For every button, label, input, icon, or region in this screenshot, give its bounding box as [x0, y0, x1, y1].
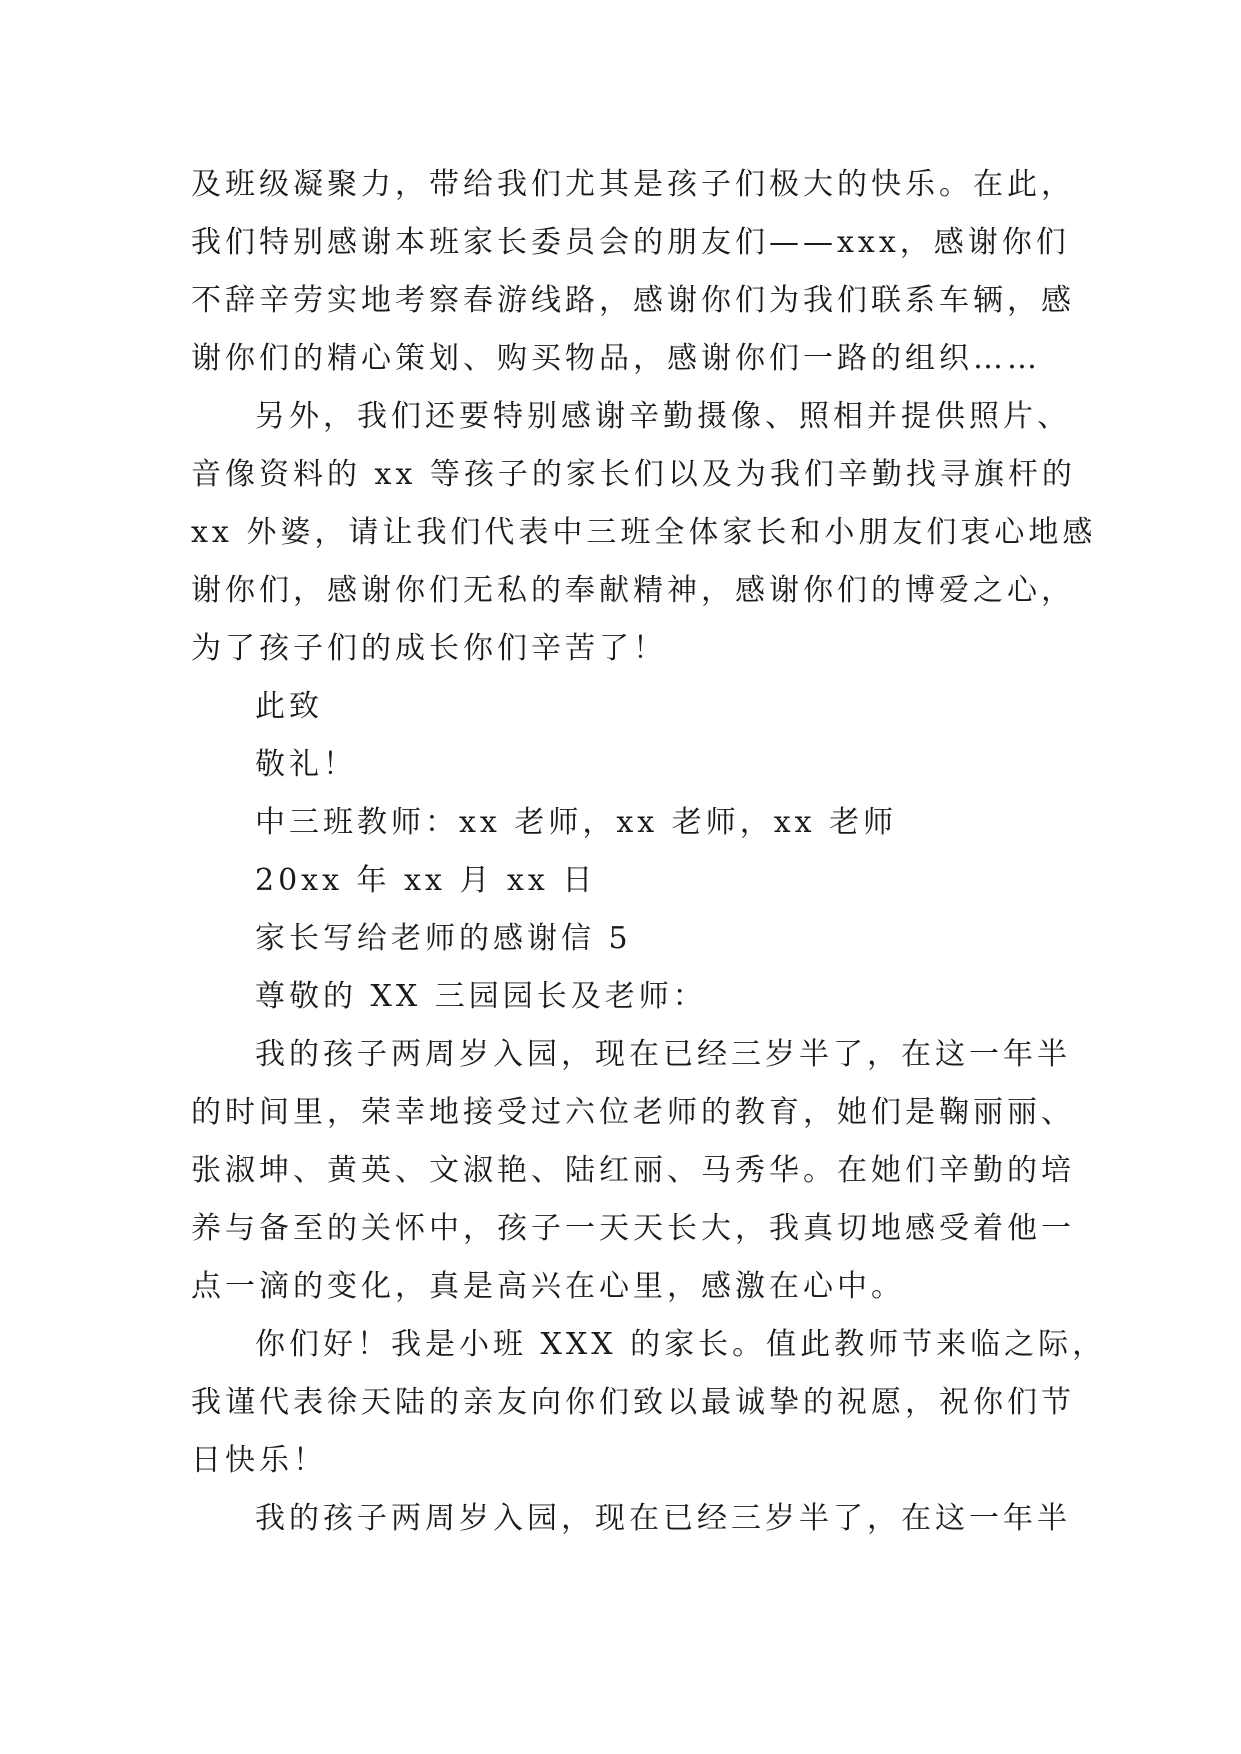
text-line: 的时间里，荣幸地接受过六位老师的教育，她们是鞠丽丽、 [191, 1095, 1075, 1130]
section-title: 家长写给老师的感谢信 5 [255, 921, 632, 956]
text-line: xx 外婆，请让我们代表中三班全体家长和小朋友们衷心地感 [191, 515, 1097, 550]
text-line: 不辞辛劳实地考察春游线路，感谢你们为我们联系车辆，感 [191, 283, 1075, 318]
text-line: 养与备至的关怀中，孩子一天天长大，我真切地感受着他一 [191, 1211, 1075, 1246]
paragraph-start-line: 另外，我们还要特别感谢辛勤摄像、照相并提供照片、 [255, 399, 1071, 434]
text-line: 为了孩子们的成长你们辛苦了！ [191, 631, 667, 666]
paragraph-start-line: 我的孩子两周岁入园，现在已经三岁半了，在这一年半 [255, 1037, 1071, 1072]
signature-line: 中三班教师：xx 老师，xx 老师，xx 老师 [255, 805, 898, 840]
text-line: 我谨代表徐天陆的亲友向你们致以最诚挚的祝愿，祝你们节 [191, 1385, 1075, 1420]
paragraph-start-line: 我的孩子两周岁入园，现在已经三岁半了，在这一年半 [255, 1501, 1071, 1536]
text-line: 张淑坤、黄英、文淑艳、陆红丽、马秀华。在她们辛勤的培 [191, 1153, 1075, 1188]
letter-body [191, 156, 1107, 1548]
closing-regards: 敬礼！ [255, 747, 357, 782]
date-line: 20xx 年 xx 月 xx 日 [255, 863, 597, 898]
text-line: 及班级凝聚力，带给我们尤其是孩子们极大的快乐。在此， [191, 167, 1075, 202]
text-line: 我们特别感谢本班家长委员会的朋友们——xxx，感谢你们 [191, 225, 1070, 260]
text-line: 日快乐！ [191, 1443, 327, 1478]
text-line: 点一滴的变化，真是高兴在心里，感激在心中。 [191, 1269, 905, 1304]
text-line: 谢你们的精心策划、购买物品，感谢你们一路的组织…… [191, 341, 1041, 376]
text-line: 谢你们，感谢你们无私的奉献精神，感谢你们的博爱之心， [191, 573, 1075, 608]
text-line: 音像资料的 xx 等孩子的家长们以及为我们辛勤找寻旗杆的 [191, 457, 1076, 492]
greeting-line: 尊敬的 XX 三园园长及老师： [255, 979, 707, 1014]
closing-salutation: 此致 [255, 689, 323, 724]
paragraph-start-line: 你们好！我是小班 XXX 的家长。值此教师节来临之际， [255, 1327, 1107, 1362]
